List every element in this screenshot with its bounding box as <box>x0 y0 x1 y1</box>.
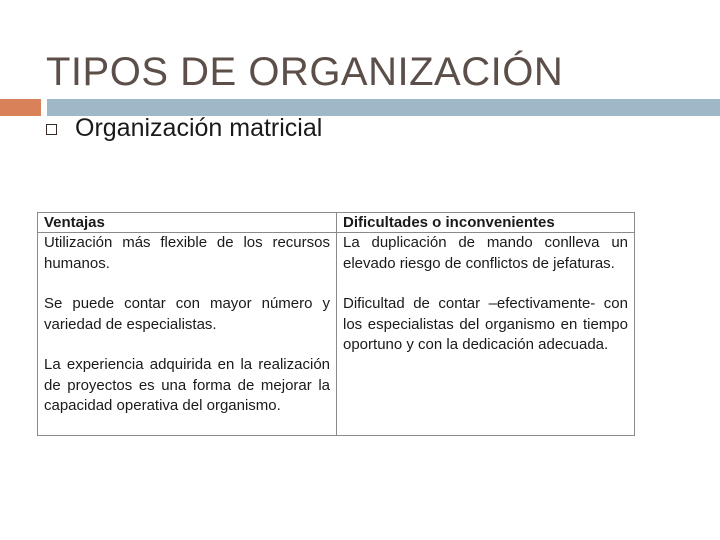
dificultad-item: La duplicación de mando conlleva un elevado riesgo de conflictos de jefaturas. <box>343 234 628 272</box>
ventajas-column <box>38 233 337 435</box>
header-ventajas: Ventajas <box>38 213 337 233</box>
dificultades-column <box>337 233 634 435</box>
comparison-table <box>37 212 635 436</box>
header-dificultades: Dificultades o inconvenientes <box>337 213 634 233</box>
dificultad-item: Dificultad de contar –efectivamente- con los especialistas del organismo en tiempo oportuno y con la dedicación adecuada. <box>343 295 628 353</box>
bullet-item <box>46 114 322 143</box>
title-accent-bar <box>0 99 41 116</box>
ventaja-item: Utilización más flexible de los recursos humanos. <box>44 234 330 272</box>
slide-title: TIPOS DE ORGANIZACIÓN <box>46 50 564 94</box>
hollow-square-bullet-icon <box>46 124 57 135</box>
ventaja-item: La experiencia adquirida en la realización de proyectos es una forma de mejorar la capacidad operativa del organismo. <box>44 356 330 414</box>
bullet-text: Organización matricial <box>75 114 323 142</box>
ventaja-item: Se puede contar con mayor número y variedad de especialistas. <box>44 295 330 333</box>
